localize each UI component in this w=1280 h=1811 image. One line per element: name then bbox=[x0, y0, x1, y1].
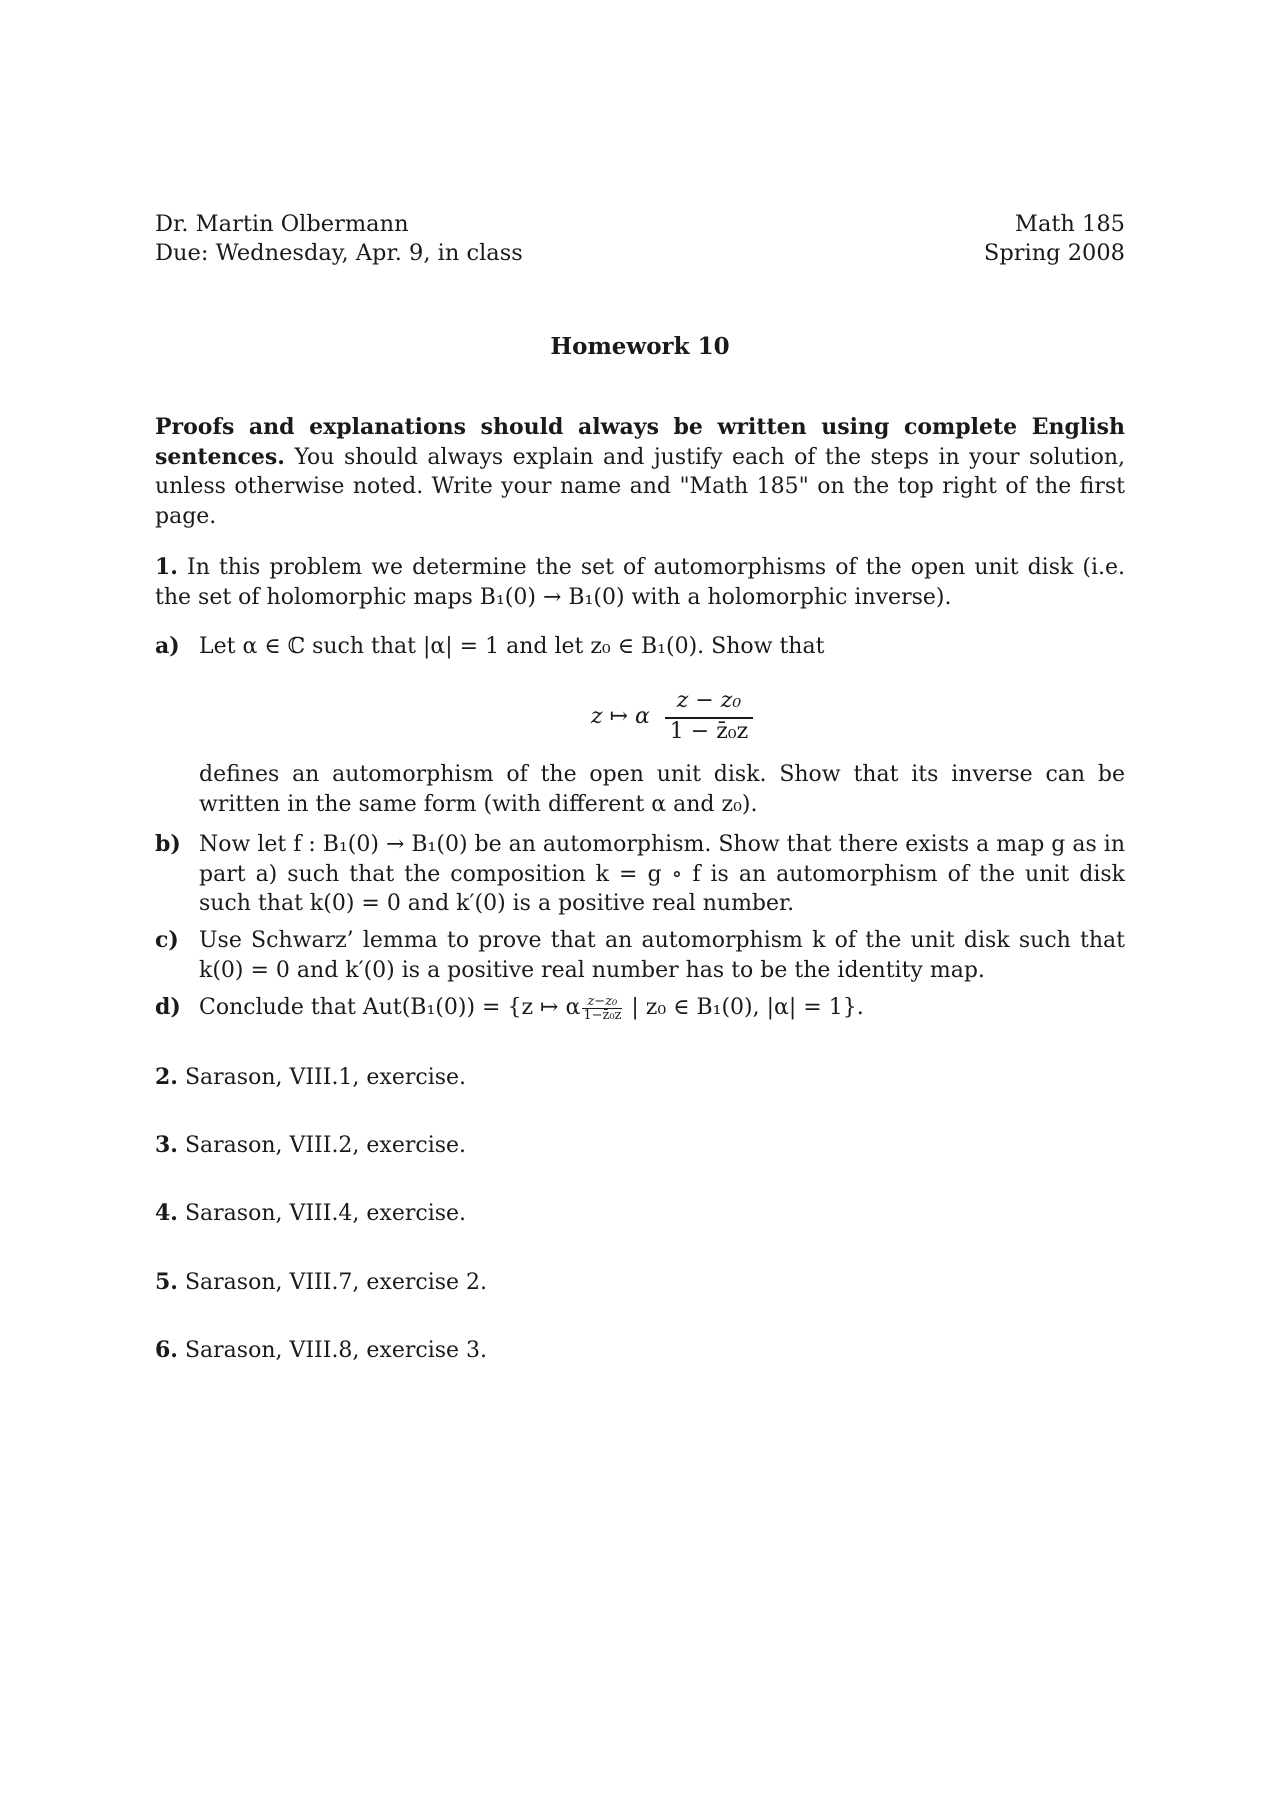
problem-1d bbox=[155, 993, 1125, 1023]
part-d-text bbox=[199, 993, 1125, 1023]
exercise-6 bbox=[155, 1336, 487, 1366]
exercise-text: Sarason, VIII.1, exercise. bbox=[184, 1065, 467, 1090]
exercise-2 bbox=[155, 1063, 466, 1093]
course-name: Math 185 bbox=[1014, 211, 1125, 237]
document-page bbox=[155, 0, 1125, 1811]
exercise-text: Sarason, VIII.4, exercise. bbox=[184, 1201, 467, 1226]
instructor-name: Dr. Martin Olbermann bbox=[155, 211, 409, 237]
formula-denominator: 1 − z̄₀z bbox=[669, 719, 749, 744]
exercise-number: 4. bbox=[155, 1200, 178, 1226]
part-label-b: b) bbox=[155, 831, 181, 857]
exercise-3 bbox=[155, 1131, 466, 1161]
part-d-text-after: | z₀ ∈ B₁(0), |α| = 1}. bbox=[624, 995, 864, 1020]
problem-1c bbox=[155, 926, 1125, 985]
exercise-number: 2. bbox=[155, 1064, 178, 1090]
part-a-text: Let α ∈ ℂ such that |α| = 1 and let z₀ ∈ B₁(0). Show that bbox=[199, 634, 825, 659]
part-label-a: a) bbox=[155, 633, 180, 659]
formula-prefix: z ↦ α bbox=[591, 704, 650, 729]
exercise-number: 3. bbox=[155, 1132, 178, 1158]
due-date: Due: Wednesday, Apr. 9, in class bbox=[155, 240, 523, 266]
part-d-text-before: Conclude that Aut(B₁(0)) = {z ↦ α bbox=[199, 995, 581, 1020]
part-label-d: d) bbox=[155, 994, 181, 1020]
exercise-number: 6. bbox=[155, 1337, 178, 1363]
part-c-text: Use Schwarz’ lemma to prove that an automorphism k of the unit disk such that k(0) = 0 and k′(0) is a positive real number has to be the identity map. bbox=[199, 928, 1125, 983]
inline-fraction-denominator: 1−z̄₀z bbox=[583, 1007, 622, 1023]
exercise-4 bbox=[155, 1199, 466, 1229]
term: Spring 2008 bbox=[983, 240, 1125, 266]
header-right bbox=[984, 210, 1125, 268]
exercise-number: 5. bbox=[155, 1269, 178, 1295]
fraction bbox=[591, 688, 811, 748]
problem-1a-continued bbox=[155, 760, 1125, 819]
part-label-c: c) bbox=[155, 927, 179, 953]
exercise-5 bbox=[155, 1268, 487, 1298]
problem-1a bbox=[155, 632, 1125, 662]
intro-bold: Proofs and explanations should always be written using complete English sentences. bbox=[155, 414, 1125, 470]
exercise-text: Sarason, VIII.8, exercise 3. bbox=[184, 1338, 488, 1363]
display-formula bbox=[155, 688, 1125, 748]
problem-1b bbox=[155, 830, 1125, 919]
part-b-text: Now let f : B₁(0) → B₁(0) be an automorphism. Show that there exists a map g as in part a) such that the composition k = g ∘ f is an automorphism of the unit disk such that k(0) = 0 and k′(0) is a positive real number. bbox=[199, 832, 1125, 916]
problem-1-statement bbox=[155, 553, 1125, 612]
problem-1-text: In this problem we determine the set of automorphisms of the open unit disk (i.e. the set of holomorphic maps B₁(0) → B₁(0) with a holomorphic inverse). bbox=[155, 555, 1125, 610]
page-title: Homework 10 bbox=[550, 333, 730, 360]
intro-rest: You should always explain and justify each of the steps in your solution, unless otherwise noted. Write your name and "Math 185" on the top right of the first page. bbox=[155, 444, 1125, 529]
exercise-text: Sarason, VIII.7, exercise 2. bbox=[184, 1270, 488, 1295]
problem-1-number: 1. bbox=[155, 554, 178, 580]
inline-fraction bbox=[582, 995, 622, 1022]
part-a-continued-text: defines an automorphism of the open unit disk. Show that its inverse can be written in the same form (with different α and z₀). bbox=[199, 762, 1125, 817]
inline-fraction-numerator: z−z₀ bbox=[582, 995, 622, 1009]
intro-paragraph bbox=[155, 413, 1125, 531]
header-left bbox=[155, 210, 523, 268]
exercise-text: Sarason, VIII.2, exercise. bbox=[184, 1133, 467, 1158]
formula-numerator: z − z₀ bbox=[676, 688, 742, 713]
